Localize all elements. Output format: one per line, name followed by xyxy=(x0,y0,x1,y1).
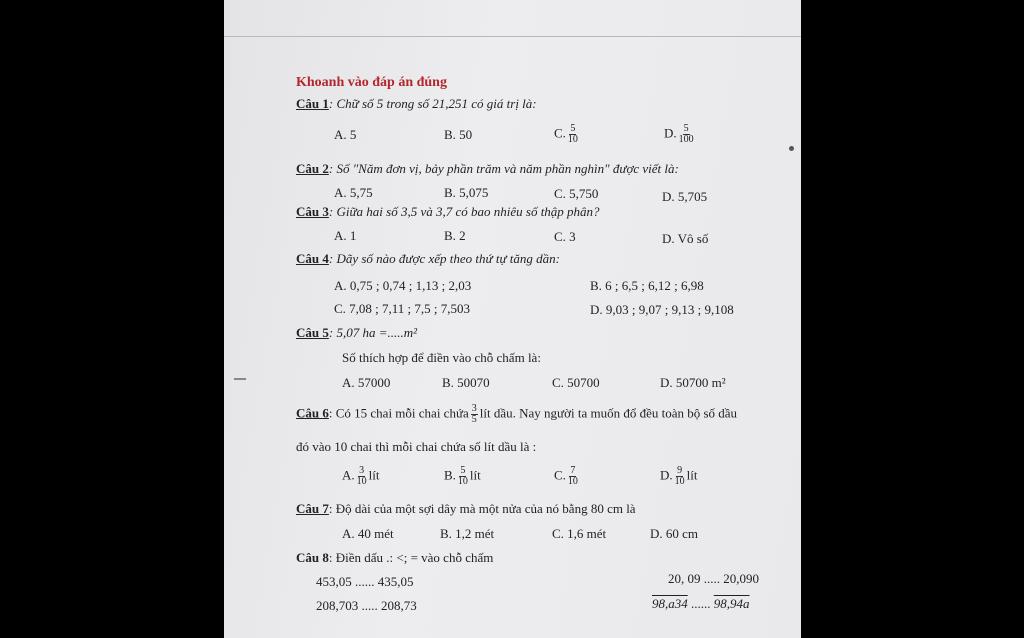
question-6-text-after: lít dầu. Nay người ta muốn đổ đều toàn bộ số dầu xyxy=(479,405,738,421)
q5-option-a[interactable]: A. 57000 xyxy=(342,375,391,390)
q2-option-c[interactable]: C. 5,750 xyxy=(554,186,599,201)
q5-option-c[interactable]: C. 50700 xyxy=(552,375,600,390)
question-4-label: Câu 4 xyxy=(296,251,329,266)
question-4 xyxy=(296,251,560,266)
question-7 xyxy=(296,501,636,516)
question-1-text: : Chữ số 5 trong số 21,251 có giá trị là: xyxy=(328,96,537,111)
question-6-label: Câu 6 xyxy=(296,405,329,421)
question-8 xyxy=(296,550,493,565)
margin-mark xyxy=(234,378,246,380)
q7-option-a[interactable]: A. 40 mét xyxy=(342,526,394,541)
q6-option-d[interactable]: D. $\frac{9}{10}$ lít xyxy=(660,465,698,487)
question-5-subtext: Số thích hợp để điền vào chỗ chấm là: xyxy=(342,350,541,365)
question-6-fraction: $\frac{3}{5}$ xyxy=(471,403,477,425)
question-5-label: Câu 5 xyxy=(296,325,329,340)
q5-option-d[interactable]: D. 50700 m² xyxy=(660,375,726,390)
q1-option-b[interactable]: B. 50 xyxy=(444,127,473,142)
question-3 xyxy=(296,204,600,219)
question-8-text: : Điền dấu .: <; = vào chỗ chấm xyxy=(328,550,494,565)
q7-option-c[interactable]: C. 1,6 mét xyxy=(552,526,607,541)
q2-option-b[interactable]: B. 5,075 xyxy=(444,185,489,200)
q8-row-1-right[interactable]: 20, 09 ..... 20,090 xyxy=(668,571,759,586)
q6-option-c[interactable]: C. $\frac{7}{10}$ xyxy=(554,465,578,487)
q2-option-a[interactable]: A. 5,75 xyxy=(334,185,373,200)
question-4-text: : Dãy số nào được xếp theo thứ tự tăng dần: xyxy=(328,251,560,266)
q8-row-2-right[interactable]: 98,a34 ...... 98,94a xyxy=(652,596,750,611)
question-1 xyxy=(296,96,537,111)
q4-option-c[interactable]: C. 7,08 ; 7,11 ; 7,5 ; 7,503 xyxy=(334,301,471,316)
q4-option-b[interactable]: B. 6 ; 6,5 ; 6,12 ; 6,98 xyxy=(590,278,704,293)
question-5 xyxy=(296,325,417,340)
q7-option-d[interactable]: D. 60 cm xyxy=(650,526,699,541)
q1-option-a[interactable]: A. 5 xyxy=(334,127,357,142)
q5-option-b[interactable]: B. 50070 xyxy=(442,375,490,390)
question-1-label: Câu 1 xyxy=(296,96,329,111)
q3-option-b[interactable]: B. 2 xyxy=(444,228,466,243)
q8-row-1-left[interactable]: 453,05 ...... 435,05 xyxy=(316,574,414,589)
q6-option-b[interactable]: B. $\frac{5}{10}$ lít xyxy=(444,465,481,487)
question-2-text: : Số "Năm đơn vị, bảy phần trăm và năm phần nghìn" được viết là: xyxy=(328,161,679,176)
question-3-label: Câu 3 xyxy=(296,204,329,219)
worksheet-page xyxy=(224,0,801,638)
question-7-text: : Độ dài của một sợi dây mà một nửa của nó bằng 80 cm là xyxy=(328,501,636,516)
q6-option-a[interactable]: A. $\frac{3}{10}$ lít xyxy=(342,465,380,487)
question-2 xyxy=(296,161,679,176)
question-5-text: : 5,07 ha =.....m² xyxy=(328,325,418,340)
dot-mark xyxy=(789,146,794,151)
q3-option-a[interactable]: A. 1 xyxy=(334,228,357,243)
heading: Khoanh vào đáp án đúng xyxy=(296,75,447,90)
question-2-label: Câu 2 xyxy=(296,161,329,176)
question-8-label: Câu 8 xyxy=(296,550,329,565)
question-6-line-2: đó vào 10 chai thì mỗi chai chứa số lít dầu là : xyxy=(296,439,537,454)
question-6 xyxy=(296,404,737,425)
q4-option-d[interactable]: D. 9,03 ; 9,07 ; 9,13 ; 9,108 xyxy=(590,302,734,317)
question-7-label: Câu 7 xyxy=(296,501,329,516)
q1-option-c[interactable]: C. $\frac{5}{10}$ xyxy=(554,123,578,145)
q1-option-d[interactable]: D. $\frac{5}{100}$ xyxy=(664,123,694,145)
q2-option-d[interactable]: D. 5,705 xyxy=(662,189,708,204)
q3-option-c[interactable]: C. 3 xyxy=(554,229,576,244)
q8-row-2-left[interactable]: 208,703 ..... 208,73 xyxy=(316,598,417,613)
q4-option-a[interactable]: A. 0,75 ; 0,74 ; 1,13 ; 2,03 xyxy=(334,278,472,293)
question-3-text: : Giữa hai số 3,5 và 3,7 có bao nhiêu số thập phân? xyxy=(328,204,600,219)
page-top-line xyxy=(224,36,801,37)
q7-option-b[interactable]: B. 1,2 mét xyxy=(440,526,495,541)
q3-option-d[interactable]: D. Vô số xyxy=(662,231,709,246)
question-6-text-before: : Có 15 chai mỗi chai chứa xyxy=(328,405,469,421)
